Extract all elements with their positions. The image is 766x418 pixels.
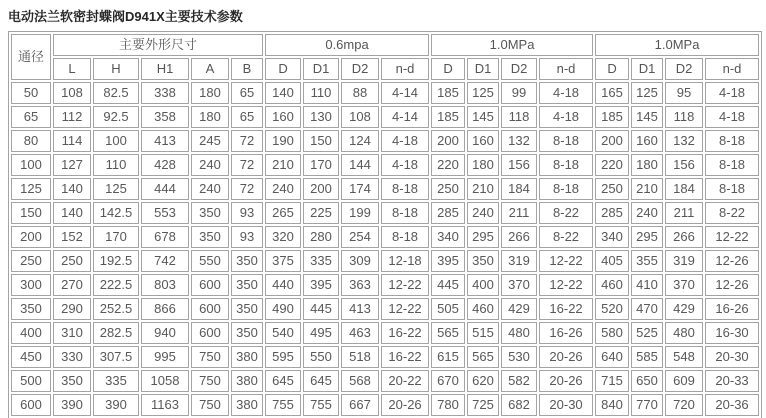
row-header-diameter: 350 <box>11 298 51 320</box>
table-cell: 1163 <box>141 394 189 416</box>
table-cell: 4-18 <box>381 154 429 176</box>
table-cell: 20-26 <box>539 346 593 368</box>
table-cell: 4-18 <box>381 130 429 152</box>
table-cell: 866 <box>141 298 189 320</box>
table-row <box>11 370 759 392</box>
table-cell: 350 <box>231 322 263 344</box>
col-header-D2-3: D2 <box>665 58 703 80</box>
table-cell: 65 <box>231 82 263 104</box>
table-cell: 645 <box>265 370 301 392</box>
table-cell: 319 <box>665 250 703 272</box>
table-cell: 580 <box>595 322 629 344</box>
col-header-B: B <box>231 58 263 80</box>
table-cell: 530 <box>501 346 537 368</box>
table-cell: 8-18 <box>381 178 429 200</box>
table-cell: 410 <box>631 274 663 296</box>
table-cell: 350 <box>231 274 263 296</box>
table-cell: 72 <box>231 154 263 176</box>
table-cell: 118 <box>501 106 537 128</box>
table-cell: 565 <box>431 322 465 344</box>
table-cell: 16-22 <box>539 298 593 320</box>
table-cell: 320 <box>265 226 301 248</box>
row-header-diameter: 65 <box>11 106 51 128</box>
table-cell: 200 <box>303 178 339 200</box>
row-header-diameter: 250 <box>11 250 51 272</box>
table-cell: 20-30 <box>539 394 593 416</box>
table-cell: 112 <box>53 106 91 128</box>
table-cell: 16-22 <box>381 322 429 344</box>
table-cell: 358 <box>141 106 189 128</box>
table-cell: 338 <box>141 82 189 104</box>
table-cell: 350 <box>53 370 91 392</box>
table-cell: 16-22 <box>381 346 429 368</box>
table-cell: 20-22 <box>381 370 429 392</box>
table-cell: 240 <box>191 178 229 200</box>
table-cell: 667 <box>341 394 379 416</box>
table-cell: 180 <box>467 154 499 176</box>
table-cell: 88 <box>341 82 379 104</box>
table-cell: 840 <box>595 394 629 416</box>
table-cell: 12-22 <box>539 250 593 272</box>
table-cell: 220 <box>431 154 465 176</box>
table-cell: 140 <box>53 202 91 224</box>
table-cell: 160 <box>265 106 301 128</box>
table-body <box>11 82 759 416</box>
table-cell: 355 <box>631 250 663 272</box>
table-cell: 568 <box>341 370 379 392</box>
col-header-D1-3: D1 <box>631 58 663 80</box>
table-cell: 250 <box>595 178 629 200</box>
page <box>0 6 766 418</box>
table-cell: 565 <box>467 346 499 368</box>
table-cell: 428 <box>141 154 189 176</box>
table-cell: 160 <box>467 130 499 152</box>
table-cell: 350 <box>191 202 229 224</box>
table-cell: 110 <box>303 82 339 104</box>
table-cell: 16-30 <box>705 322 759 344</box>
col-header-H1: H1 <box>141 58 189 80</box>
table-cell: 210 <box>265 154 301 176</box>
table-row <box>11 250 759 272</box>
table-cell: 118 <box>665 106 703 128</box>
table-cell: 142.5 <box>93 202 139 224</box>
table-cell: 12-22 <box>539 274 593 296</box>
table-cell: 240 <box>467 202 499 224</box>
table-cell: 190 <box>265 130 301 152</box>
table-cell: 548 <box>665 346 703 368</box>
table-cell: 350 <box>231 250 263 272</box>
table-cell: 8-18 <box>705 178 759 200</box>
table-cell: 8-22 <box>539 202 593 224</box>
row-header-diameter: 400 <box>11 322 51 344</box>
table-cell: 282.5 <box>93 322 139 344</box>
table-cell: 480 <box>501 322 537 344</box>
table-cell: 132 <box>501 130 537 152</box>
table-cell: 127 <box>53 154 91 176</box>
table-row <box>11 130 759 152</box>
table-cell: 518 <box>341 346 379 368</box>
row-header-diameter: 450 <box>11 346 51 368</box>
table-cell: 445 <box>431 274 465 296</box>
table-cell: 250 <box>431 178 465 200</box>
table-cell: 210 <box>467 178 499 200</box>
table-cell: 640 <box>595 346 629 368</box>
table-cell: 4-14 <box>381 106 429 128</box>
table-cell: 95 <box>665 82 703 104</box>
col-header-D2-1: D2 <box>341 58 379 80</box>
table-cell: 380 <box>231 346 263 368</box>
table-cell: 285 <box>595 202 629 224</box>
table-cell: 180 <box>631 154 663 176</box>
table-cell: 65 <box>231 106 263 128</box>
table-cell: 295 <box>467 226 499 248</box>
group-header-row <box>11 34 759 56</box>
table-cell: 125 <box>93 178 139 200</box>
table-cell: 156 <box>665 154 703 176</box>
table-cell: 413 <box>141 130 189 152</box>
table-cell: 240 <box>265 178 301 200</box>
table-cell: 225 <box>303 202 339 224</box>
table-cell: 20-33 <box>705 370 759 392</box>
table-cell: 470 <box>631 298 663 320</box>
row-header-diameter: 200 <box>11 226 51 248</box>
table-cell: 222.5 <box>93 274 139 296</box>
table-cell: 252.5 <box>93 298 139 320</box>
valve-spec-table <box>8 31 762 418</box>
table-cell: 185 <box>431 82 465 104</box>
table-cell: 340 <box>431 226 465 248</box>
table-cell: 995 <box>141 346 189 368</box>
table-cell: 211 <box>501 202 537 224</box>
col-header-H: H <box>93 58 139 80</box>
table-cell: 413 <box>341 298 379 320</box>
table-cell: 582 <box>501 370 537 392</box>
table-cell: 390 <box>53 394 91 416</box>
table-cell: 370 <box>665 274 703 296</box>
table-cell: 285 <box>431 202 465 224</box>
col-header-nd-2: n-d <box>539 58 593 80</box>
row-header-diameter: 150 <box>11 202 51 224</box>
table-cell: 525 <box>631 322 663 344</box>
table-cell: 180 <box>191 82 229 104</box>
table-cell: 490 <box>265 298 301 320</box>
table-cell: 93 <box>231 202 263 224</box>
table-cell: 140 <box>265 82 301 104</box>
table-cell: 92.5 <box>93 106 139 128</box>
table-cell: 16-26 <box>539 322 593 344</box>
table-cell: 725 <box>467 394 499 416</box>
page-title: 电动法兰软密封蝶阀D941X主要技术参数 <box>8 9 243 24</box>
table-cell: 750 <box>191 346 229 368</box>
row-header-diameter: 300 <box>11 274 51 296</box>
table-cell: 270 <box>53 274 91 296</box>
table-row <box>11 394 759 416</box>
table-cell: 803 <box>141 274 189 296</box>
table-row <box>11 202 759 224</box>
table-cell: 82.5 <box>93 82 139 104</box>
table-cell: 8-18 <box>539 154 593 176</box>
table-cell: 20-26 <box>539 370 593 392</box>
table-cell: 720 <box>665 394 703 416</box>
table-row <box>11 106 759 128</box>
table-cell: 755 <box>303 394 339 416</box>
table-cell: 515 <box>467 322 499 344</box>
table-cell: 645 <box>303 370 339 392</box>
col-header-D-3: D <box>595 58 629 80</box>
table-cell: 8-18 <box>381 202 429 224</box>
table-cell: 160 <box>631 130 663 152</box>
table-cell: 330 <box>53 346 91 368</box>
table-cell: 750 <box>191 370 229 392</box>
col-header-nd-3: n-d <box>705 58 759 80</box>
col-header-A: A <box>191 58 229 80</box>
row-header-diameter: 500 <box>11 370 51 392</box>
table-cell: 309 <box>341 250 379 272</box>
col-header-D-1: D <box>265 58 301 80</box>
table-cell: 8-18 <box>381 226 429 248</box>
col-header-D1-1: D1 <box>303 58 339 80</box>
table-cell: 108 <box>341 106 379 128</box>
table-cell: 210 <box>631 178 663 200</box>
table-cell: 185 <box>595 106 629 128</box>
table-cell: 363 <box>341 274 379 296</box>
table-cell: 290 <box>53 298 91 320</box>
table-cell: 750 <box>191 394 229 416</box>
table-cell: 114 <box>53 130 91 152</box>
table-cell: 12-26 <box>705 250 759 272</box>
table-row <box>11 346 759 368</box>
col-header-L: L <box>53 58 91 80</box>
table-cell: 240 <box>631 202 663 224</box>
table-cell: 400 <box>467 274 499 296</box>
table-cell: 200 <box>431 130 465 152</box>
table-cell: 170 <box>93 226 139 248</box>
table-cell: 20-26 <box>381 394 429 416</box>
table-cell: 505 <box>431 298 465 320</box>
table-cell: 280 <box>303 226 339 248</box>
table-cell: 520 <box>595 298 629 320</box>
corner-header-diameter: 通径 <box>11 34 51 80</box>
table-cell: 4-14 <box>381 82 429 104</box>
table-cell: 220 <box>595 154 629 176</box>
table-cell: 8-22 <box>539 226 593 248</box>
table-cell: 380 <box>231 370 263 392</box>
table-cell: 250 <box>53 250 91 272</box>
table-cell: 390 <box>93 394 139 416</box>
group-header-pressure-1: 0.6mpa <box>265 34 429 56</box>
table-cell: 130 <box>303 106 339 128</box>
table-cell: 108 <box>53 82 91 104</box>
table-cell: 940 <box>141 322 189 344</box>
table-cell: 350 <box>467 250 499 272</box>
table-cell: 12-26 <box>705 274 759 296</box>
table-cell: 132 <box>665 130 703 152</box>
table-cell: 211 <box>665 202 703 224</box>
table-cell: 174 <box>341 178 379 200</box>
table-cell: 4-18 <box>705 82 759 104</box>
table-cell: 125 <box>467 82 499 104</box>
table-cell: 8-18 <box>539 130 593 152</box>
table-cell: 340 <box>595 226 629 248</box>
table-cell: 480 <box>665 322 703 344</box>
row-header-diameter: 80 <box>11 130 51 152</box>
table-cell: 199 <box>341 202 379 224</box>
table-cell: 265 <box>265 202 301 224</box>
table-cell: 600 <box>191 274 229 296</box>
table-row <box>11 274 759 296</box>
table-cell: 125 <box>631 82 663 104</box>
table-cell: 8-18 <box>705 130 759 152</box>
table-cell: 335 <box>303 250 339 272</box>
row-header-diameter: 600 <box>11 394 51 416</box>
col-header-nd-1: n-d <box>381 58 429 80</box>
table-cell: 770 <box>631 394 663 416</box>
table-cell: 184 <box>501 178 537 200</box>
table-cell: 755 <box>265 394 301 416</box>
row-header-diameter: 100 <box>11 154 51 176</box>
row-header-diameter: 50 <box>11 82 51 104</box>
table-cell: 429 <box>501 298 537 320</box>
table-cell: 650 <box>631 370 663 392</box>
table-cell: 144 <box>341 154 379 176</box>
table-cell: 1058 <box>141 370 189 392</box>
table-cell: 93 <box>231 226 263 248</box>
table-cell: 12-18 <box>381 250 429 272</box>
col-header-D2-2: D2 <box>501 58 537 80</box>
table-cell: 254 <box>341 226 379 248</box>
table-cell: 245 <box>191 130 229 152</box>
table-cell: 100 <box>93 130 139 152</box>
table-row <box>11 322 759 344</box>
table-cell: 8-22 <box>705 202 759 224</box>
table-cell: 780 <box>431 394 465 416</box>
table-cell: 20-30 <box>705 346 759 368</box>
table-cell: 609 <box>665 370 703 392</box>
table-cell: 165 <box>595 82 629 104</box>
table-cell: 4-18 <box>539 82 593 104</box>
row-header-diameter: 125 <box>11 178 51 200</box>
table-cell: 405 <box>595 250 629 272</box>
table-header <box>11 34 759 80</box>
table-row <box>11 178 759 200</box>
table-cell: 170 <box>303 154 339 176</box>
table-cell: 550 <box>303 346 339 368</box>
table-cell: 395 <box>431 250 465 272</box>
group-header-pressure-3: 1.0MPa <box>595 34 759 56</box>
table-cell: 395 <box>303 274 339 296</box>
group-header-dimensions: 主要外形尺寸 <box>53 34 263 56</box>
table-row <box>11 226 759 248</box>
table-cell: 307.5 <box>93 346 139 368</box>
table-cell: 200 <box>595 130 629 152</box>
table-cell: 620 <box>467 370 499 392</box>
table-cell: 670 <box>431 370 465 392</box>
table-cell: 8-18 <box>705 154 759 176</box>
table-cell: 460 <box>467 298 499 320</box>
table-cell: 124 <box>341 130 379 152</box>
table-cell: 150 <box>303 130 339 152</box>
table-row <box>11 154 759 176</box>
table-cell: 742 <box>141 250 189 272</box>
table-cell: 682 <box>501 394 537 416</box>
table-row <box>11 82 759 104</box>
table-cell: 72 <box>231 178 263 200</box>
table-cell: 12-22 <box>381 298 429 320</box>
table-cell: 678 <box>141 226 189 248</box>
table-cell: 585 <box>631 346 663 368</box>
table-cell: 295 <box>631 226 663 248</box>
table-cell: 99 <box>501 82 537 104</box>
table-cell: 380 <box>231 394 263 416</box>
table-cell: 463 <box>341 322 379 344</box>
table-cell: 440 <box>265 274 301 296</box>
table-cell: 715 <box>595 370 629 392</box>
table-cell: 350 <box>231 298 263 320</box>
table-cell: 460 <box>595 274 629 296</box>
table-cell: 600 <box>191 322 229 344</box>
table-cell: 145 <box>467 106 499 128</box>
table-cell: 310 <box>53 322 91 344</box>
table-cell: 266 <box>665 226 703 248</box>
table-cell: 8-18 <box>539 178 593 200</box>
table-cell: 140 <box>53 178 91 200</box>
sub-header-row <box>11 58 759 80</box>
table-cell: 370 <box>501 274 537 296</box>
group-header-pressure-2: 1.0MPa <box>431 34 593 56</box>
table-cell: 145 <box>631 106 663 128</box>
table-cell: 319 <box>501 250 537 272</box>
table-cell: 429 <box>665 298 703 320</box>
table-cell: 4-18 <box>705 106 759 128</box>
table-cell: 375 <box>265 250 301 272</box>
table-cell: 185 <box>431 106 465 128</box>
table-row <box>11 298 759 320</box>
table-cell: 444 <box>141 178 189 200</box>
table-cell: 240 <box>191 154 229 176</box>
table-cell: 152 <box>53 226 91 248</box>
table-cell: 20-36 <box>705 394 759 416</box>
table-cell: 156 <box>501 154 537 176</box>
table-cell: 553 <box>141 202 189 224</box>
table-cell: 16-26 <box>705 298 759 320</box>
table-cell: 600 <box>191 298 229 320</box>
table-cell: 595 <box>265 346 301 368</box>
table-cell: 540 <box>265 322 301 344</box>
col-header-D1-2: D1 <box>467 58 499 80</box>
table-cell: 12-22 <box>705 226 759 248</box>
table-cell: 110 <box>93 154 139 176</box>
table-cell: 184 <box>665 178 703 200</box>
table-cell: 12-22 <box>381 274 429 296</box>
table-cell: 4-18 <box>539 106 593 128</box>
table-cell: 350 <box>191 226 229 248</box>
table-cell: 192.5 <box>93 250 139 272</box>
table-cell: 550 <box>191 250 229 272</box>
col-header-D-2: D <box>431 58 465 80</box>
table-cell: 335 <box>93 370 139 392</box>
table-cell: 445 <box>303 298 339 320</box>
table-cell: 495 <box>303 322 339 344</box>
table-cell: 180 <box>191 106 229 128</box>
table-cell: 266 <box>501 226 537 248</box>
table-cell: 615 <box>431 346 465 368</box>
table-cell: 72 <box>231 130 263 152</box>
